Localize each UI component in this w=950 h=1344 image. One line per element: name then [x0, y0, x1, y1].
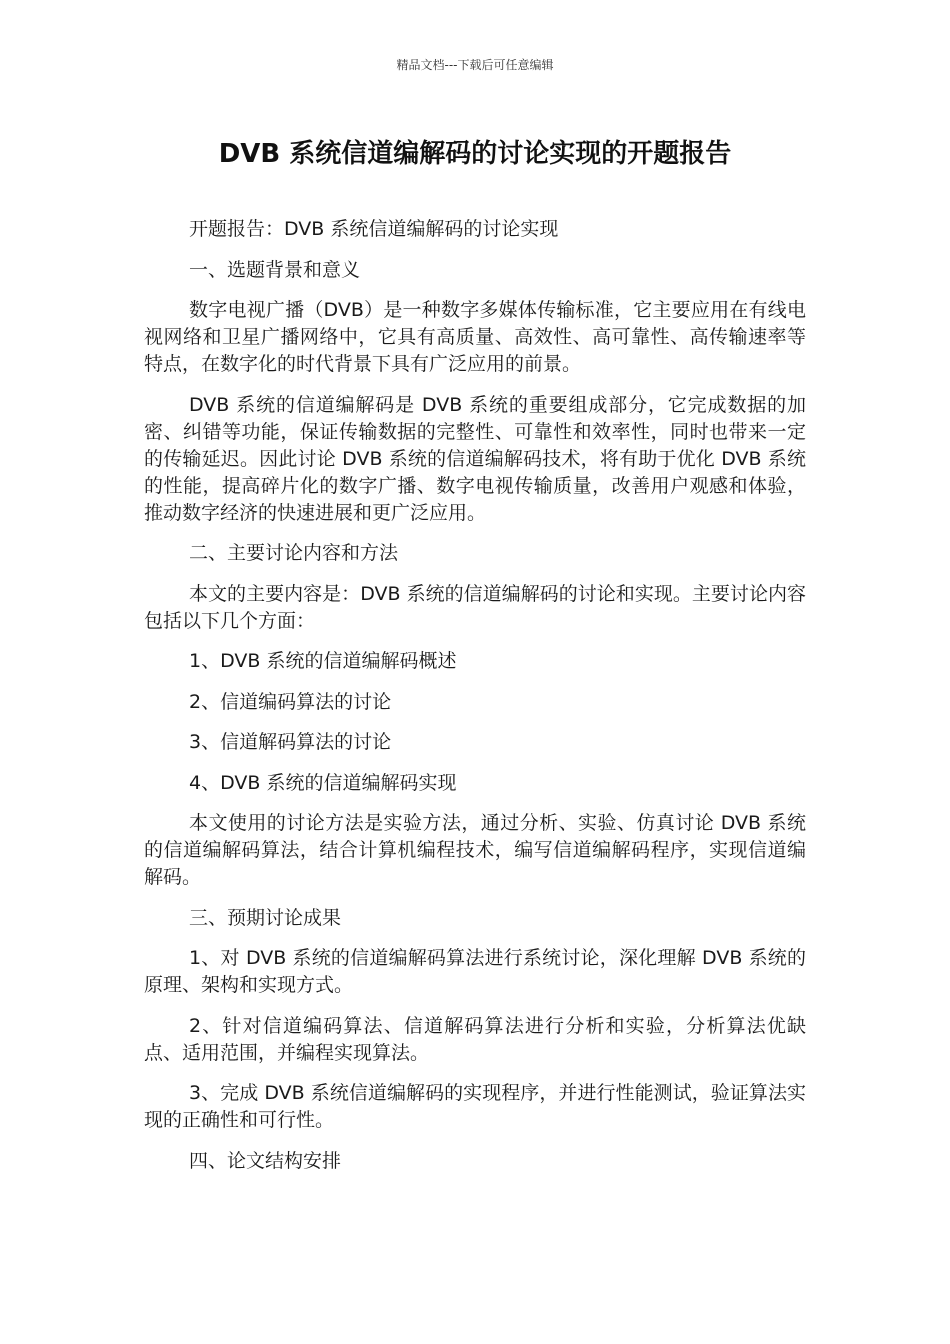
header-note: 精品文档---下载后可任意编辑 — [396, 58, 554, 72]
section-heading-expected-results: 三、预期讨论成果 — [189, 906, 342, 929]
list-item-4: 4、DVB 系统的信道编解码实现 — [189, 771, 457, 794]
document-title: DVB 系统信道编解码的讨论实现的开题报告 — [218, 139, 732, 169]
section-heading-content-methods: 二、主要讨论内容和方法 — [189, 542, 399, 564]
section-heading-background: 一、选题背景和意义 — [189, 258, 361, 281]
result-item-3: 3、完成 DVB 系统信道编解码的实现程序，并进行性能测试，验证算法实现的正确性和可行性。 — [144, 1082, 806, 1131]
paragraph-background-2: DVB 系统的信道编解码是 DVB 系统的重要组成部分，它完成数据的加密、纠错等功能，保证传输数据的完整性、可靠性和效率性，同时也带来一定的传输延迟。因此讨论 DVB 系统的信道编解码技术，将有助于优化 DVB 系统的性能，提高碎片化的数字广播、数字电视传输质量，改善用户观感和体验，推动数字经济的快速进展和更广泛应用。 — [144, 393, 806, 524]
result-item-1: 1、对 DVB 系统的信道编解码算法进行系统讨论，深化理解 DVB 系统的原理、架构和实现方式。 — [144, 947, 806, 996]
paragraph-methods: 本文使用的讨论方法是实验方法，通过分析、实验、仿真讨论 DVB 系统的信道编解码算法，结合计算机编程技术，编写信道编解码程序，实现信道编解码。 — [144, 812, 806, 888]
paragraph-content-intro: 本文的主要内容是：DVB 系统的信道编解码的讨论和实现。主要讨论内容包括以下几个方面： — [144, 582, 806, 632]
document-body — [144, 216, 806, 1188]
list-item-1: 1、DVB 系统的信道编解码概述 — [189, 650, 457, 672]
paragraph-background-1: 数字电视广播（DVB）是一种数字多媒体传输标准，它主要应用在有线电视网络和卫星广播网络中，它具有高质量、高效性、高可靠性、高传输速率等特点，在数字化的时代背景下具有广泛应用的前景。 — [144, 299, 806, 375]
result-item-2: 2、针对信道编码算法、信道解码算法进行分析和实验，分析算法优缺点、适用范围，并编程实现算法。 — [144, 1014, 806, 1064]
list-item-3: 3、信道解码算法的讨论 — [189, 731, 392, 753]
list-item-2: 2、信道编码算法的讨论 — [189, 690, 392, 713]
report-subject: 开题报告：DVB 系统信道编解码的讨论实现 — [189, 218, 559, 240]
section-heading-structure: 四、论文结构安排 — [189, 1149, 342, 1172]
